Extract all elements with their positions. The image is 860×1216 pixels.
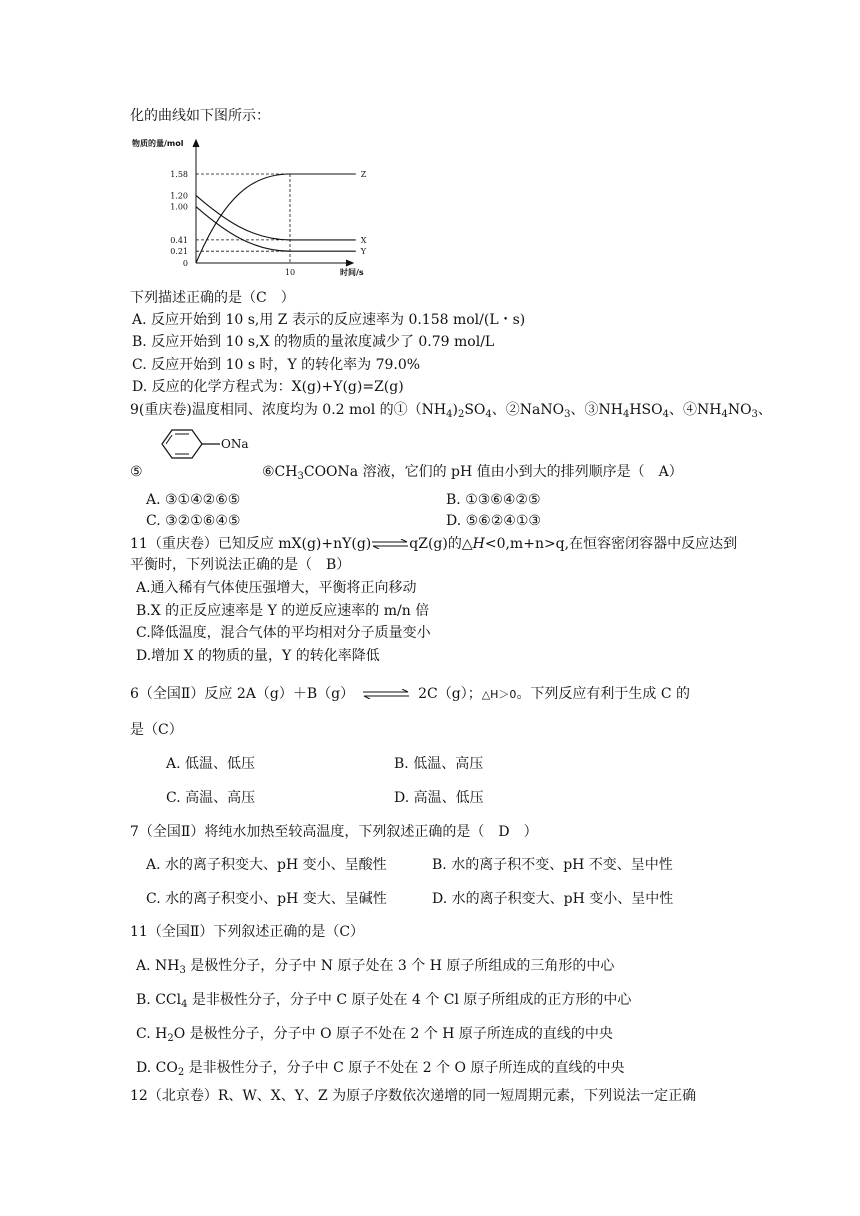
q11b-option-c: C. $H_2O$ 是极性分子，分子中 O 原子不处在 2 个 H 原子所连成的直线的中央 — [136, 1026, 613, 1044]
q6-line2: 是（C） — [130, 722, 183, 738]
q7-option-d: D. 水的离子积变大、pH 变小、呈中性 — [432, 891, 674, 907]
q8-stem: 下列描述正确的是（C ） — [130, 290, 295, 306]
ona-label: ONa — [221, 437, 249, 451]
q11a-option-a: A.通入稀有气体使压强增大，平衡将正向移动 — [136, 580, 417, 596]
q11a-option-d: D.增加 X 的物质的量，Y 的转化率降低 — [136, 648, 380, 664]
q11b-stem: 11（全国Ⅱ）下列叙述正确的是（C） — [130, 924, 365, 940]
q6-option-b: B. 低温、高压 — [394, 756, 484, 772]
series-line-y — [196, 207, 356, 252]
series-label-x: X — [360, 235, 367, 245]
q8-option-b: B. 反应开始到 10 s,X 的物质的量浓度减少了 0.79 mol/L — [132, 334, 495, 350]
series-label-z: Z — [360, 170, 367, 179]
y-tick-label: 0.41 — [170, 235, 188, 245]
q7-option-b: B. 水的离子积不变、pH 不变、呈中性 — [432, 857, 673, 873]
y-tick-label: 1.20 — [170, 191, 188, 201]
q8-option-c: C. 反应开始到 10 s 时，Y 的转化率为 79.0% — [132, 357, 421, 373]
q7-stem: 7（全国Ⅱ）将纯水加热至较高温度，下列叙述正确的是（ D ） — [130, 824, 538, 840]
q11a-option-b: B.X 的正反应速率是 Y 的逆反应速率的 m/n 倍 — [136, 603, 430, 619]
y-tick-label: 1.00 — [170, 202, 188, 212]
intro-text: 化的曲线如下图所示： — [130, 108, 270, 124]
amount-time-chart — [128, 132, 368, 280]
q8-option-a: A. 反应开始到 10 s,用 Z 表示的反应速率为 0.158 mol/(L・s) — [132, 312, 526, 328]
x-tick-label: 10 — [284, 268, 296, 277]
sodium-phenoxide-structure — [148, 426, 260, 462]
q6-option-a: A. 低温、低压 — [166, 756, 256, 772]
y-axis-label: 物质的量/mol — [132, 139, 184, 148]
q6-option-d: D. 高温、低压 — [394, 790, 484, 806]
reversible-arrow-icon — [371, 539, 409, 549]
q9-option-c: C. ③②①⑥④⑤ — [146, 513, 241, 529]
y-tick-label: 0.21 — [170, 247, 188, 257]
q11a-option-c: C.降低温度，混合气体的平均相对分子质量变小 — [136, 625, 431, 641]
q12-line1: 12（北京卷）R、W、X、Y、Z 为原子序数依次递增的同一短周期元素，下列说法一定正确 — [130, 1088, 697, 1104]
q11a-line1: 11（重庆卷）已知反应 mX(g)+nY(g) qZ(g)的△H<0,m+n>q,在恒容密闭容器中反应达到 — [130, 536, 738, 552]
q9-line1: 9(重庆卷)温度相同、浓度均为 0.2 mol 的$①(NH_4)_2SO_4$、②NaNO$_3$、$③NH_4HSO_4$、$④NH_4NO_3$、 — [130, 402, 772, 420]
q9-option-b: B. ①③⑥④②⑤ — [446, 492, 541, 508]
q9-option-a: A. ③①④②⑥⑤ — [146, 492, 241, 508]
q6-line1: 6（全国Ⅱ）反应 2A（g）＋B（g） 2C（g）；△H＞0。下列反应有利于生成 C 的 — [130, 686, 691, 702]
x-axis-label: 时间/s — [340, 268, 364, 277]
y-axis-arrow — [193, 140, 199, 147]
q11b-option-b: B. CCl$_4$ 是非极性分子，分子中 C 原子处在 4 个 Cl 原子所组成的正方形的中心 — [136, 992, 632, 1010]
x-axis-arrow — [346, 260, 353, 266]
q11b-option-a: A. $NH_3$ 是极性分子，分子中 N 原子处在 3 个 H 原子所组成的三角形的中心 — [136, 958, 615, 976]
q7-option-c: C. 水的离子积变小、pH 变大、呈碱性 — [146, 891, 387, 907]
q8-option-d: D. 反应的化学方程式为：X(g)+Y(g)=Z(g) — [132, 379, 404, 395]
reversible-arrow-icon — [362, 689, 410, 699]
q11b-option-d: D. $CO_2$ 是非极性分子，分子中 C 原子不处在 2 个 O 原子所连成的直线的中央 — [136, 1060, 625, 1078]
y-tick-label: 0 — [182, 259, 188, 268]
q9-line2: $⑥CH_3COONa$ 溶液，它们的 pH 值由小到大的排列顺序是（ A） — [262, 464, 683, 482]
q7-option-a: A. 水的离子积变大、pH 变小、呈酸性 — [146, 857, 387, 873]
q9-option-d: D. ⑤⑥②④①③ — [446, 513, 541, 529]
q6-option-c: C. 高温、高压 — [166, 790, 256, 806]
q9-circle-5: ⑤ — [130, 464, 143, 480]
y-tick-label: 1.58 — [170, 170, 188, 179]
q11a-line2: 平衡时，下列说法正确的是（ B） — [130, 557, 351, 573]
series-label-y: Y — [360, 247, 367, 257]
